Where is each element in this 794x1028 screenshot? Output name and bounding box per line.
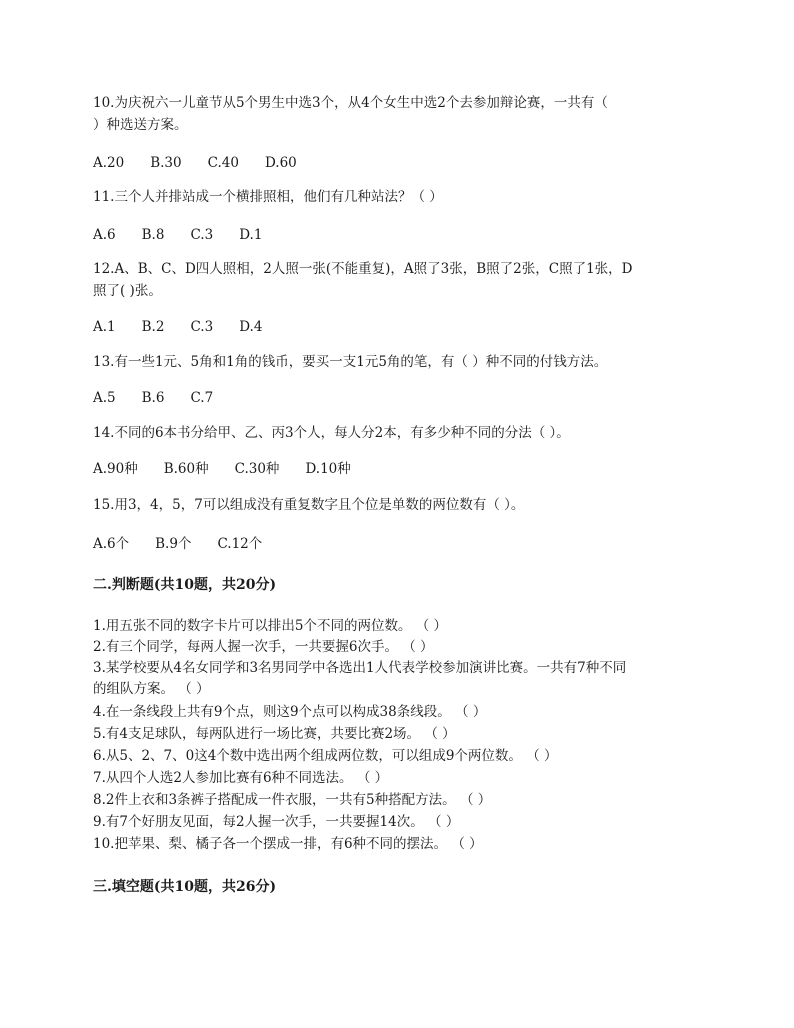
section-3-title: 三.填空题(共10题，共26分): [93, 879, 277, 895]
option-b: B.2: [141, 319, 165, 335]
option-c: C.30种: [234, 461, 280, 477]
option-b: B.9个: [155, 536, 192, 552]
question-12-line-1: 12.A、B、C、D四人照相，2人照一张(不能重复)，A照了3张，B照了2张，C照了1张，D: [93, 261, 633, 277]
option-d: D.1: [239, 227, 263, 243]
judge-item-10: 10.把苹果、梨、橘子各一个摆成一排，有6种不同的摆法。 （ ）: [93, 836, 483, 852]
question-14-options: [93, 459, 377, 479]
question-10-line-1: 10.为庆祝六一儿童节从5个男生中选3个，从4个女生中选2个去参加辩论赛，一共有（: [93, 95, 608, 111]
option-d: D.4: [239, 319, 263, 335]
judge-item-7: 7.从四个人选2人参加比赛有6种不同选法。 （ ）: [93, 770, 389, 786]
judge-item-1: 1.用五张不同的数字卡片可以排出5个不同的两位数。 （ ）: [93, 618, 448, 634]
option-b: B.6: [141, 390, 165, 406]
option-a: A.20: [93, 155, 125, 171]
option-a: A.6: [93, 227, 116, 243]
option-a: A.1: [93, 319, 116, 335]
question-12-options: [93, 317, 288, 337]
question-14-line-1: 14.不同的6本书分给甲、乙、丙3个人，每人分2本，有多少种不同的分法（ ）。: [93, 425, 570, 441]
option-c: C.3: [190, 227, 214, 243]
judge-item-2: 2.有三个同学，每两人握一次手，一共要握6次手。 （ ）: [93, 639, 434, 655]
judge-item-4: 4.在一条线段上共有9个点，则这9个点可以构成38条线段。 （ ）: [93, 704, 487, 720]
question-11-line-1: 11.三个人并排站成一个横排照相，他们有几种站法？（ ）: [93, 189, 443, 205]
option-b: B.60种: [163, 461, 209, 477]
judge-item-3-line-2: 的组队方案。 （ ）: [93, 681, 210, 697]
option-a: A.90种: [93, 461, 138, 477]
question-15-options: [93, 534, 288, 554]
option-d: D.10种: [305, 461, 351, 477]
option-b: B.8: [141, 227, 165, 243]
option-b: B.30: [150, 155, 182, 171]
option-a: A.5: [93, 390, 116, 406]
question-15-line-1: 15.用3，4，5，7可以组成没有重复数字且个位是单数的两位数有（ ）。: [93, 497, 525, 513]
question-10-options: [93, 153, 323, 173]
section-2-title: 二.判断题(共10题，共20分): [93, 577, 277, 593]
question-11-options: [93, 225, 288, 245]
judge-item-6: 6.从5、2、7、0这4个数中选出两个组成两位数，可以组成9个两位数。 （ ）: [93, 748, 558, 764]
option-c: C.3: [190, 319, 214, 335]
judge-item-5: 5.有4支足球队，每两队进行一场比赛，共要比赛2场。 （ ）: [93, 726, 456, 742]
option-d: D.60: [264, 155, 297, 171]
question-13-options: [93, 388, 239, 408]
option-c: C.40: [207, 155, 239, 171]
option-a: A.6个: [93, 536, 130, 552]
option-c: C.7: [190, 390, 214, 406]
question-13-line-1: 13.有一些1元、5角和1角的钱币，要买一支1元5角的笔，有（ ）种不同的付钱方法。: [93, 354, 608, 370]
option-c: C.12个: [217, 536, 263, 552]
question-12-line-2: 照了( )张。: [93, 283, 162, 299]
judge-item-3-line-1: 3.某学校要从4名女同学和3名男同学中各选出1人代表学校参加演讲比赛。一共有7种不同: [93, 660, 627, 676]
judge-item-9: 9.有7个好朋友见面，每2人握一次手，一共要握14次。 （ ）: [93, 814, 460, 830]
question-10-line-2: ）种选送方案。: [93, 117, 188, 133]
judge-item-8: 8.2件上衣和3条裤子搭配成一件衣服，一共有5种搭配方法。 （ ）: [93, 792, 492, 808]
